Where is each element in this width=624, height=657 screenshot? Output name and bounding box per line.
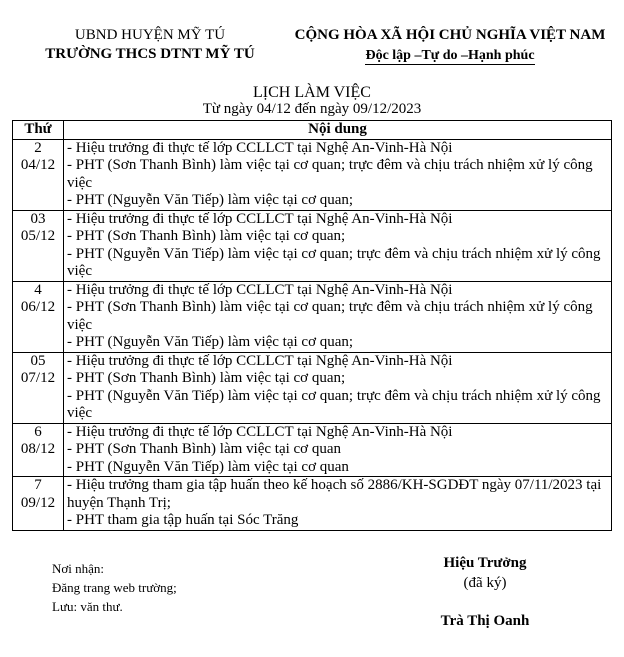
content-cell (64, 281, 612, 352)
weekday-number: 03 (30, 210, 46, 227)
recipient-item: Lưu: văn thư. (52, 599, 123, 614)
table-row (13, 352, 612, 423)
schedule-entry: - PHT (Sơn Thanh Bình) làm việc tại cơ quan (67, 441, 342, 457)
row-date: 04/12 (20, 157, 56, 173)
issuer-org: UBND HUYỆN MỸ TÚ (74, 27, 226, 43)
weekday-number: 4 (34, 281, 42, 298)
row-date: 07/12 (20, 370, 56, 386)
schedule-entry: - PHT (Nguyễn Văn Tiếp) làm việc tại cơ quan (67, 458, 349, 475)
issuer-school: TRƯỜNG THCS DTNT MỸ TÚ (45, 46, 255, 62)
document-title: LỊCH LÀM VIỆC (253, 84, 371, 101)
schedule-entry: - Hiệu trưởng đi thực tế lớp CCLLCT tại Nghệ An-Vinh-Hà Nội (67, 139, 453, 156)
content-cell (64, 477, 612, 531)
schedule-entry: - PHT (Sơn Thanh Bình) làm việc tại cơ quan; trực đêm và chịu trách nhiệm xử lý công việc (67, 157, 593, 191)
row-date: 08/12 (20, 441, 56, 457)
table-row (13, 477, 612, 531)
schedule-entry: - Hiệu trưởng đi thực tế lớp CCLLCT tại Nghệ An-Vinh-Hà Nội (67, 210, 453, 227)
schedule-entry: - Hiệu trưởng đi thực tế lớp CCLLCT tại Nghệ An-Vinh-Hà Nội (67, 352, 453, 369)
signed-note: (đã ký) (463, 575, 507, 591)
schedule-entry: - PHT (Nguyễn Văn Tiếp) làm việc tại cơ quan; trực đêm và chịu trách nhiệm xử lý công việc (67, 245, 601, 279)
recipient-item: Đăng trang web trường; (52, 580, 177, 595)
weekday-number: 05 (30, 352, 46, 369)
signature-block (415, 553, 555, 631)
day-cell (13, 281, 64, 352)
schedule-entry: - PHT (Nguyễn Văn Tiếp) làm việc tại cơ quan; (67, 192, 354, 208)
schedule-table (12, 120, 612, 531)
row-date: 06/12 (20, 299, 56, 315)
table-header-row (13, 121, 612, 140)
day-cell (13, 139, 64, 210)
schedule-entry: - PHT (Sơn Thanh Bình) làm việc tại cơ quan; (67, 370, 346, 386)
content-cell (64, 352, 612, 423)
schedule-entry: - Hiệu trưởng đi thực tế lớp CCLLCT tại Nghệ An-Vinh-Hà Nội (67, 423, 453, 440)
national-motto: Độc lập –Tự do –Hạnh phúc (365, 48, 535, 63)
content-cell (64, 210, 612, 281)
column-header-content: Nội dung (64, 121, 612, 140)
table-row (13, 423, 612, 477)
schedule-entry: - PHT (Sơn Thanh Bình) làm việc tại cơ quan; trực đêm và chịu trách nhiệm xử lý công việc (67, 299, 593, 333)
schedule-entry: - PHT (Nguyễn Văn Tiếp) làm việc tại cơ quan; (67, 334, 354, 350)
issuer-header (40, 26, 260, 64)
table-row (13, 139, 612, 210)
schedule-entry: - PHT tham gia tập huấn tại Sóc Trăng (67, 512, 299, 528)
schedule-entry: - PHT (Sơn Thanh Bình) làm việc tại cơ quan; (67, 228, 346, 244)
weekday-number: 6 (34, 423, 42, 440)
national-header (290, 26, 610, 65)
day-cell (13, 210, 64, 281)
recipients-label: Nơi nhận: (52, 561, 105, 576)
schedule-entry: - Hiệu trưởng tham gia tập huấn theo kế hoạch số 2886/KH-SGDĐT ngày 07/11/2023 tại huyện Thạnh Trị; (67, 477, 602, 511)
schedule-entry: - Hiệu trưởng đi thực tế lớp CCLLCT tại Nghệ An-Vinh-Hà Nội (67, 281, 453, 298)
table-row (13, 210, 612, 281)
table-row (13, 281, 612, 352)
column-header-day: Thứ (13, 121, 64, 140)
day-cell (13, 352, 64, 423)
day-cell (13, 423, 64, 477)
day-cell (13, 477, 64, 531)
content-cell (64, 139, 612, 210)
signer-title: Hiệu Trưởng (443, 555, 527, 571)
schedule-entry: - PHT (Nguyễn Văn Tiếp) làm việc tại cơ quan; trực đêm và chịu trách nhiệm xử lý công việc (67, 387, 601, 421)
recipients-block (52, 559, 177, 616)
weekday-number: 2 (34, 139, 42, 156)
row-date: 09/12 (20, 494, 56, 511)
content-cell (64, 423, 612, 477)
row-date: 05/12 (20, 228, 56, 244)
document-date-range: Từ ngày 04/12 đến ngày 09/12/2023 (202, 101, 422, 117)
national-title: CỘNG HÒA XÃ HỘI CHỦ NGHĨA VIỆT NAM (294, 27, 606, 43)
signer-name: Trà Thị Oanh (440, 613, 530, 629)
schedule-rows (13, 139, 612, 530)
weekday-number: 7 (34, 477, 42, 493)
